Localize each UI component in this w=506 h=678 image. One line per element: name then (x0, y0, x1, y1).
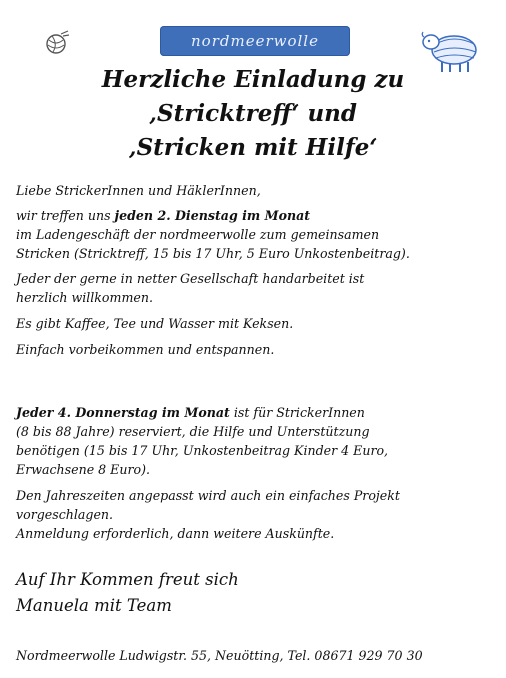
paragraph-6-line-3: Anmeldung erforderlich, dann weitere Auskünfte. (16, 526, 335, 541)
paragraph-1-line-1 (16, 207, 310, 225)
paragraph-3: Es gibt Kaffee, Tee und Wasser mit Keksen. (16, 316, 294, 331)
p1-bold: jeden 2. Dienstag im Monat (114, 208, 311, 223)
closing-line-2: Manuela mit Team (16, 596, 172, 615)
logo (160, 26, 350, 56)
paragraph-1-line-3: Stricken (Stricktreff, 15 bis 17 Uhr, 5 Euro Unkostenbeitrag). (16, 246, 410, 261)
paragraph-2-line-1: Jeder der gerne in netter Gesellschaft handarbeitet ist (16, 271, 365, 286)
paragraph-5-line-2: (8 bis 88 Jahre) reserviert, die Hilfe und Unterstützung (16, 424, 370, 439)
p5-suffix: ist für StrickerInnen (229, 405, 365, 420)
title-line-1: Herzliche Einladung zu (101, 66, 405, 93)
paragraph-5-line-4: Erwachsene 8 Euro). (16, 462, 150, 477)
title-line-2: ‚Stricktreff‘ und (149, 100, 357, 127)
paragraph-6-line-2: vorgeschlagen. (16, 507, 114, 522)
closing-line-1: Auf Ihr Kommen freut sich (16, 570, 239, 589)
paragraph-1-line-2: im Ladengeschäft der nordmeerwolle zum gemeinsamen (16, 227, 380, 242)
p5-bold: Jeder 4. Donnerstag im Monat (16, 405, 230, 420)
yarn-ball-icon (44, 30, 70, 56)
paragraph-4: Einfach vorbeikommen und entspannen. (16, 342, 275, 357)
paragraph-6-line-1: Den Jahreszeiten angepasst wird auch ein einfaches Projekt (16, 488, 400, 503)
p1-prefix: wir treffen uns (16, 208, 115, 223)
paragraph-5-line-1 (16, 404, 365, 422)
greeting: Liebe StrickerInnen und HäklerInnen, (16, 183, 261, 198)
footer-address: Nordmeerwolle Ludwigstr. 55, Neuötting, Tel. 08671 929 70 30 (16, 648, 423, 663)
logo-text: nordmeerwolle (191, 32, 319, 50)
paragraph-2-line-2: herzlich willkommen. (16, 290, 153, 305)
paragraph-5-line-3: benötigen (15 bis 17 Uhr, Unkostenbeitrag Kinder 4 Euro, (16, 443, 389, 458)
title-line-3: ‚Stricken mit Hilfe‘ (128, 134, 378, 161)
